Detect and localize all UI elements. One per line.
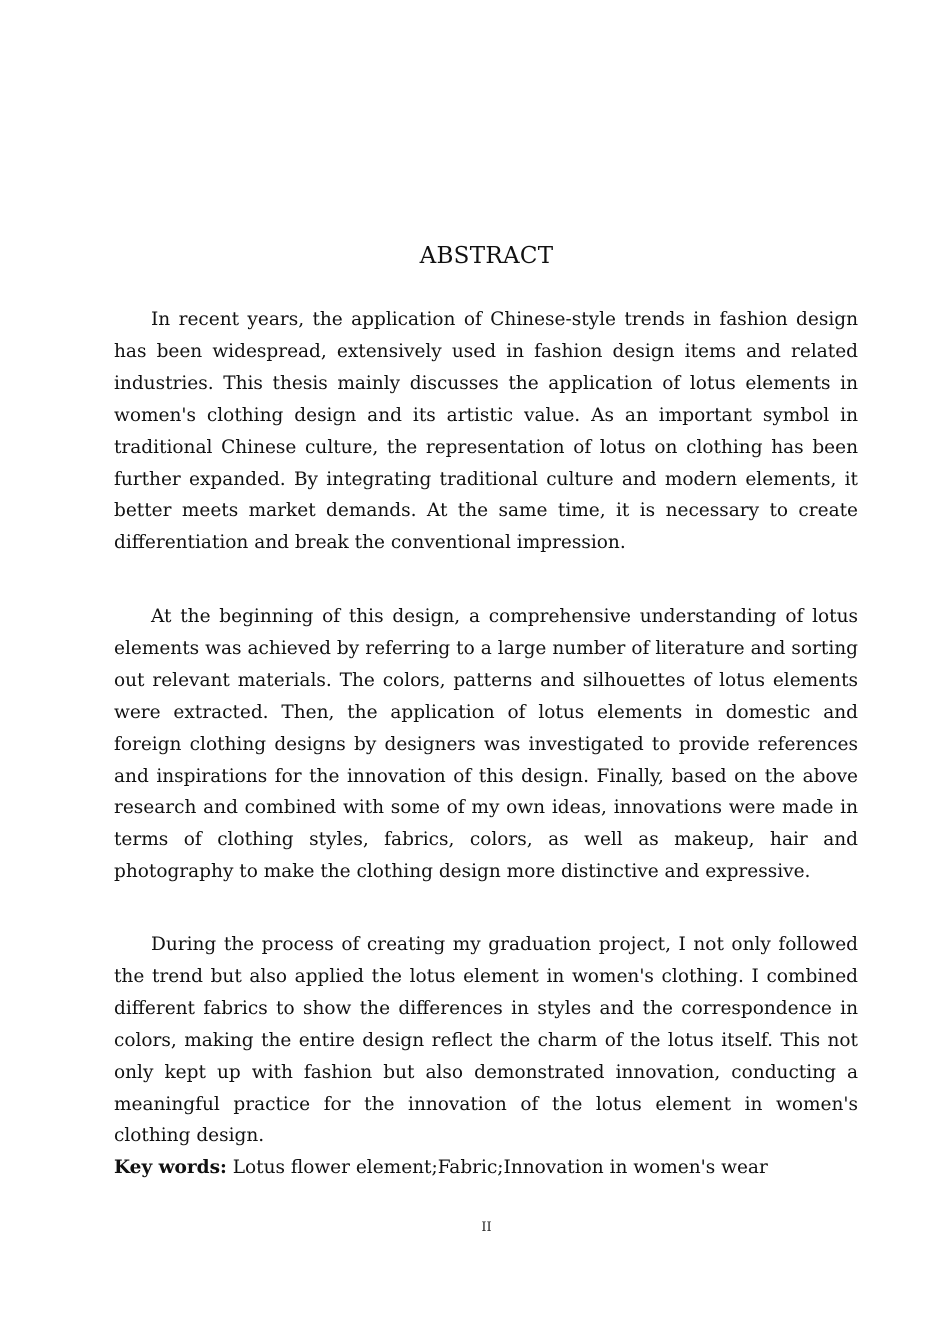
abstract-paragraph-3: During the process of creating my graduation project, I not only followed the trend but also applied the lotus element in women's clothing. I combined different fabrics to show the differences in styles and the correspondence in colors, making the entire design reflect the charm of the lotus itself. This not only kept up with fashion but also demonstrated innovation, conducting a meaningful practice for the innovation of the lotus element in women's clothing design. (114, 934, 858, 1147)
abstract-title: ABSTRACT (419, 243, 554, 269)
page-number: II (481, 1220, 492, 1235)
keywords-line (114, 1152, 858, 1184)
abstract-paragraph-2: At the beginning of this design, a comprehensive understanding of lotus elements was achieved by referring to a large number of literature and sorting out relevant materials. The colors, patterns and silhouettes of lotus elements were extracted. Then, the application of lotus elements in domestic and foreign clothing designs by designers was investigated to provide references and inspirations for the innovation of this design. Finally, based on the above research and combined with some of my own ideas, innovations were made in terms of clothing styles, fabrics, colors, as well as makeup, hair and photography to make the clothing design more distinctive and expressive. (114, 606, 858, 883)
abstract-paragraph-1: In recent years, the application of Chinese-style trends in fashion design has been widespread, extensively used in fashion design items and related industries. This thesis mainly discusses the application of lotus elements in women's clothing design and its artistic value. As an important symbol in traditional Chinese culture, the representation of lotus on clothing has been further expanded. By integrating traditional culture and modern elements, it better meets market demands. At the same time, it is necessary to create differentiation and break the conventional impression. (114, 309, 858, 554)
keywords-value: Lotus flower element;Fabric;Innovation in women's wear (226, 1157, 768, 1178)
keywords-label: Key words: (114, 1157, 227, 1178)
